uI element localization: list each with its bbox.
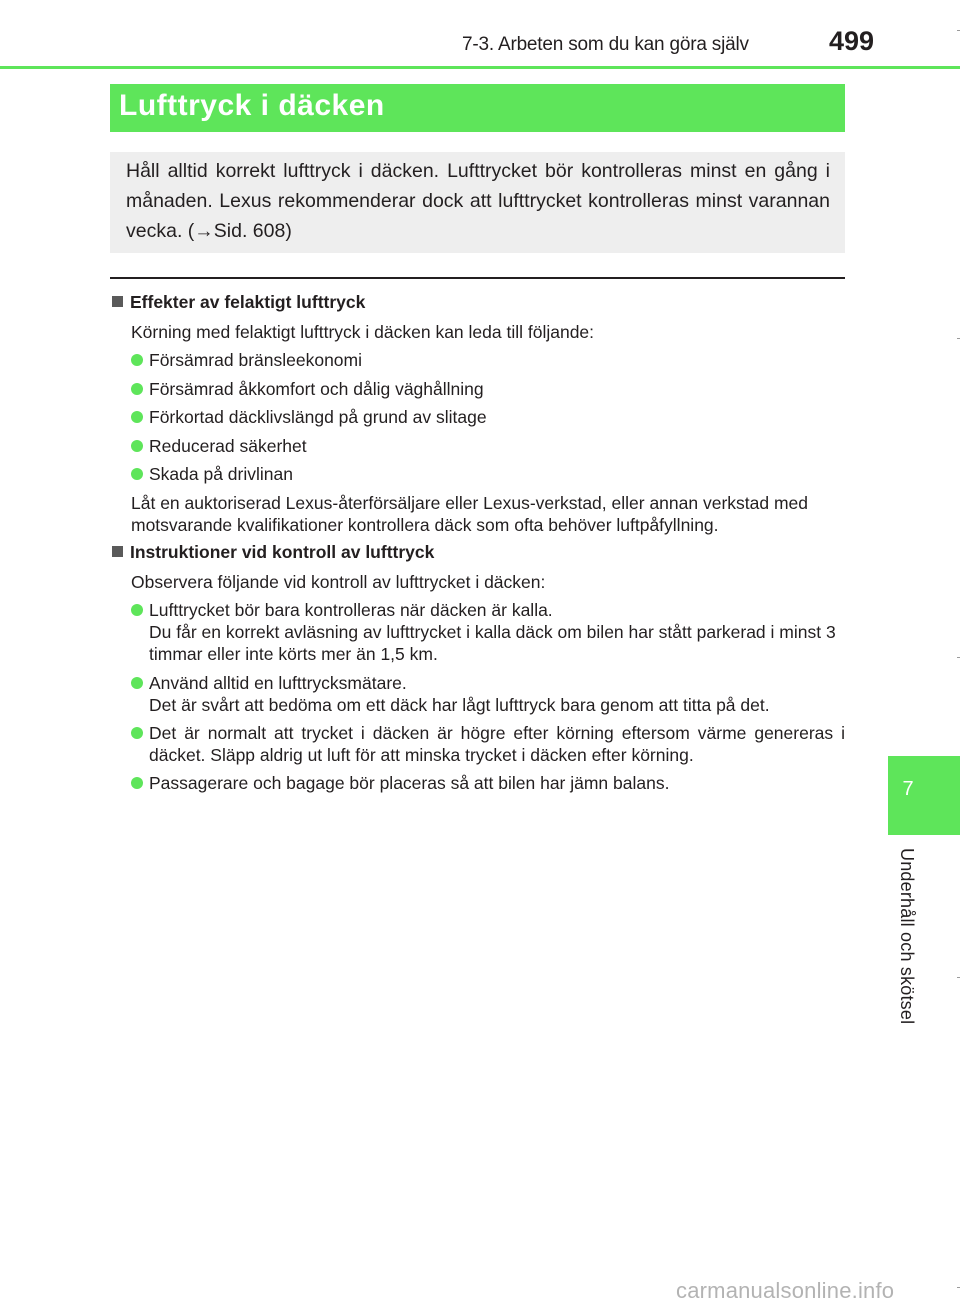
watermark: carmanualsonline.info [676,1278,895,1303]
bullet-dot-icon [131,440,143,452]
list-item-body: Det är svårt att bedöma om ett däck har lågt lufttryck bara genom att titta på det. [149,695,770,715]
page-number: 499 [829,26,875,56]
list-item-text: Försämrad bränsleekonomi [149,350,363,370]
bullet-dot-icon [131,354,143,366]
content-divider [110,277,845,279]
chapter-number: 7 [902,778,914,800]
bullet-dot-icon [131,677,143,689]
bullet-dot-icon [131,604,143,616]
list-item-text: Passagerare och bagage bör placeras så att bilen har jämn balans. [149,773,670,793]
list-item-text: Förkortad däcklivslängd på grund av slitage [149,407,487,427]
square-bullet-icon [112,296,123,307]
header-divider [0,66,960,69]
section-heading-instructions [112,542,434,563]
list-item-text: Det är normalt att trycket i däcken är högre efter körning eftersom värme genereras i däcket. Släpp aldrig ut luft för att minska trycket i däcken efter körning. [149,723,845,765]
list-item-text: Reducerad säkerhet [149,436,307,456]
page-title-bar [110,84,845,132]
section-heading-effects [112,292,365,313]
list-item-title: Använd alltid en lufttrycksmätare. [149,673,407,693]
list-item-text [149,599,845,665]
list-item-text: Försämrad åkkomfort och dålig väghållning [149,379,484,399]
section-lead: Körning med felaktigt lufttryck i däcken kan leda till följande: [131,322,595,342]
section-heading-text: Instruktioner vid kontroll av lufttryck [130,542,435,562]
section-lead: Observera följande vid kontroll av lufttrycket i däcken: [131,572,546,592]
running-header-section: 7-3. Arbeten som du kan göra själv [462,34,749,55]
intro-box [110,152,845,253]
bullet-dot-icon [131,411,143,423]
list-item-title: Lufttrycket bör bara kontrolleras när däcken är kalla. [149,600,553,620]
chapter-label: Underhåll och skötsel [897,848,917,1025]
list-item-body: Du får en korrekt avläsning av lufttrycket i kalla däck om bilen har stått parkerad i minst 3 timmar eller inte körts mer än 1,5 km. [149,622,836,664]
bullet-dot-icon [131,727,143,739]
section-heading-text: Effekter av felaktigt lufttryck [130,292,366,312]
chapter-tab [888,756,960,835]
list-item-text: Skada på drivlinan [149,464,293,484]
square-bullet-icon [112,546,123,557]
intro-text: Håll alltid korrekt lufttryck i däcken. Lufttrycket bör kontrolleras minst en gång i månaden. Lexus rekommenderar dock att lufttrycket kontrolleras minst varannan vecka. (→Sid. 608) [126,160,830,242]
bullet-dot-icon [131,777,143,789]
section-trailer: Låt en auktoriserad Lexus-återförsäljare eller Lexus-verkstad, eller annan verkstad med motsvarande kvalifikationer kontrollera däck som ofta behöver luftpåfyllning. [131,493,809,535]
page-title: Lufttryck i däcken [119,89,385,122]
list-item-text [149,672,845,716]
bullet-dot-icon [131,468,143,480]
bullet-dot-icon [131,383,143,395]
